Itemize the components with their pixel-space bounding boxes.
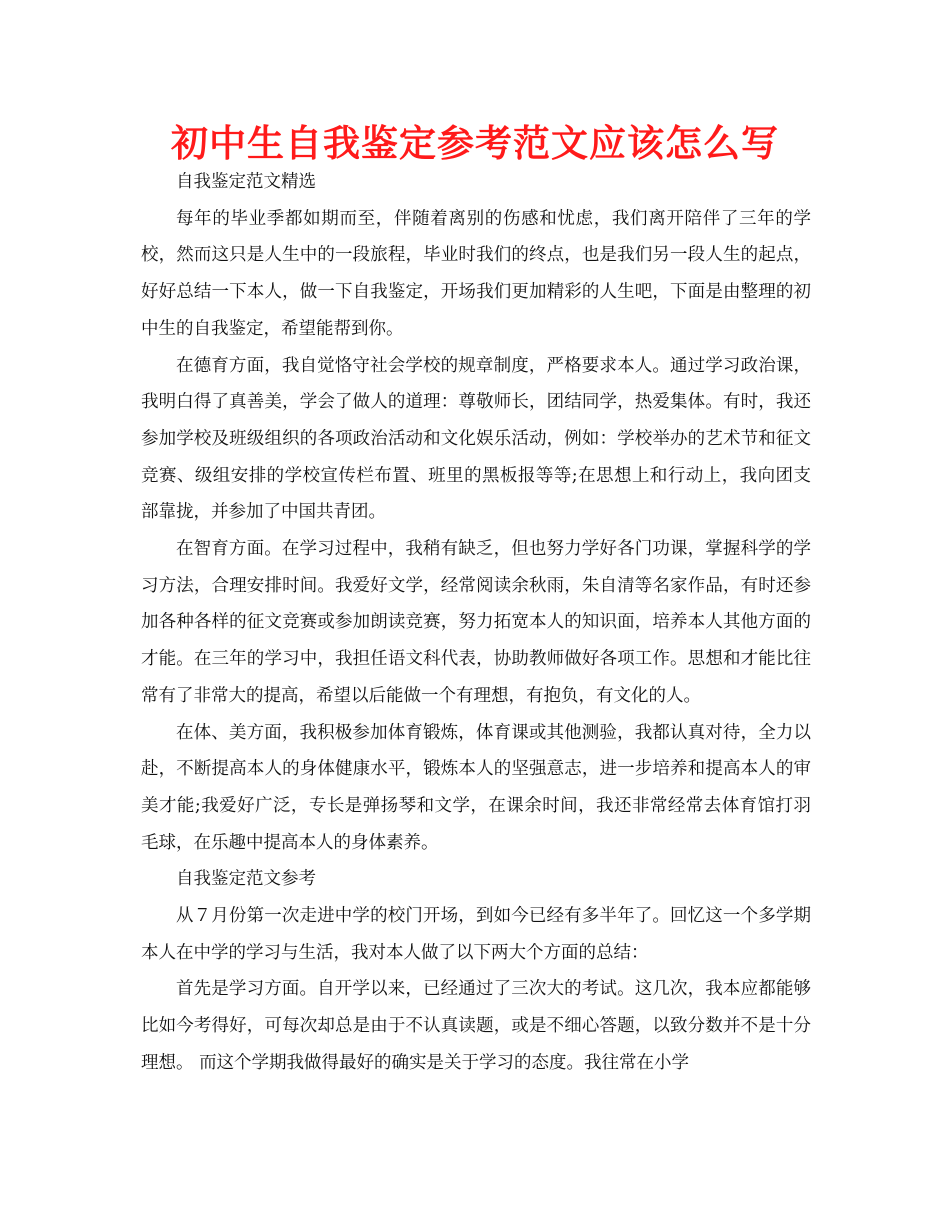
paragraph-middle-school-review: 从７月份第一次走进中学的校门开场，到如今已经有多半年了。回忆这一个多学期本人在中学的学习与生活，我对本人做了以下两大个方面的总结： [141, 906, 811, 963]
section-heading-reference: 自我鉴定范文参考 [176, 869, 316, 890]
paragraph-study-aspect: 首先是学习方面。自开学以来，已经通过了三次大的考试。这几次，我本应都能够比如今考得好，可每次却总是由于不认真读题，或是不细心答题，以致分数并不是十分理想。 而这个学期我做得最好的确实是关于学习的态度。我往常在小学 [141, 979, 811, 1073]
paragraph-intro: 每年的毕业季都如期而至，伴随着离别的伤感和忧虑，我们离开陪伴了三年的学校，然而这只是人生中的一段旅程，毕业时我们的终点，也是我们另一段人生的起点，好好总结一下本人，做一下自我鉴定，开场我们更加精彩的人生吧，下面是由整理的初中生的自我鉴定，希望能帮到你。 [141, 208, 811, 339]
document-body [141, 164, 811, 1082]
paragraph-moral-education: 在德育方面，我自觉恪守社会学校的规章制度，严格要求本人。通过学习政治课，我明白得了真善美，学会了做人的道理：尊敬师长，团结同学，热爱集体。有时，我还参加学校及班级组织的各项政治活动和文化娱乐活动，例如：学校举办的艺术节和征文竞赛、级组安排的学校宣传栏布置、班里的黑板报等等;在思想上和行动上，我向团支部靠拢，并参加了中国共青团。 [141, 355, 811, 523]
document-title: 初中生自我鉴定参考范文应该怎么写 [171, 122, 779, 165]
paragraph-intellectual-education: 在智育方面。在学习过程中，我稍有缺乏，但也努力学好各门功课，掌握科学的学习方法，合理安排时间。我爱好文学，经常阅读余秋雨，朱自清等名家作品，有时还参加各种各样的征文竞赛或参加朗读竞赛，努力拓宽本人的知识面，培养本人其他方面的才能。在三年的学习中，我担任语文科代表，协助教师做好各项工作。思想和才能比往常有了非常大的提高，希望以后能做一个有理想，有抱负，有文化的人。 [141, 539, 811, 706]
paragraph-physical-aesthetic: 在体、美方面，我积极参加体育锻炼，体育课或其他测验，我都认真对待，全力以赴，不断提高本人的身体健康水平，锻炼本人的坚强意志，进一步培养和提高本人的审美才能;我爱好广泛，专长是弹扬琴和文学，在课余时间，我还非常经常去体育馆打羽毛球，在乐趣中提高本人的身体素养。 [141, 722, 811, 853]
section-heading-selected: 自我鉴定范文精选 [176, 172, 316, 192]
